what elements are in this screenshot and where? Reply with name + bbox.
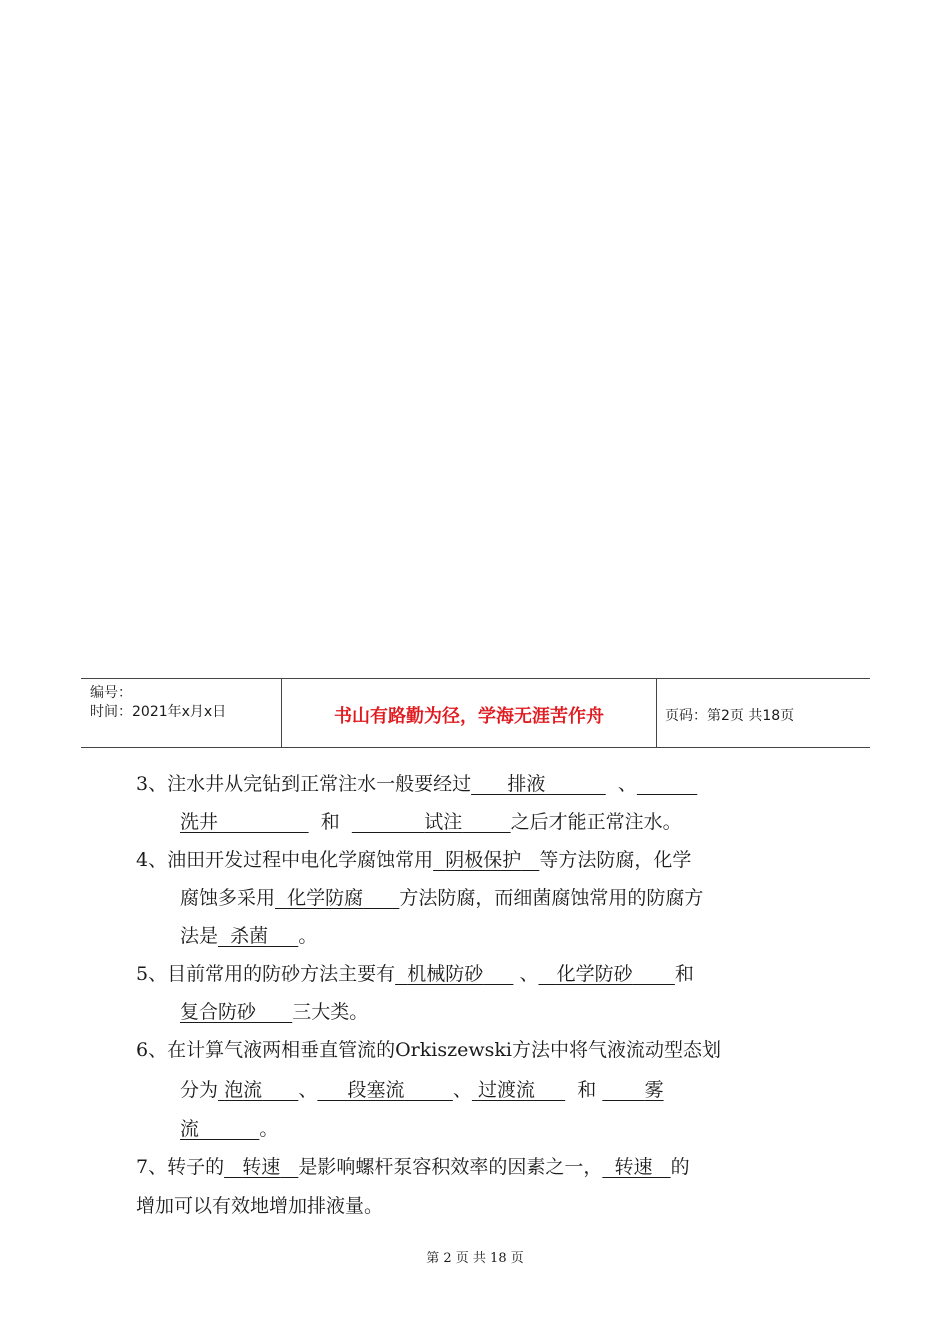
- q5-line-2: [180, 1000, 368, 1024]
- q5-answer-2: 化学防砂: [556, 963, 633, 985]
- q7-prompt: 7、转子的: [136, 1156, 225, 1178]
- q4-answer-2: 化学防腐: [287, 887, 364, 909]
- motto-text: 书山有路勤为径，学海无涯苦作舟: [334, 706, 604, 727]
- q4-line1-tail: 等方法防腐，化学: [539, 849, 692, 871]
- q7-answer-1: 转速: [242, 1156, 281, 1178]
- header-meta-cell: [81, 679, 281, 747]
- q6-answer-1: 泡流: [224, 1079, 263, 1101]
- q4-prompt: 4、油田开发过程中电化学腐蚀常用: [136, 849, 434, 871]
- q6-answer-3: 过渡流: [477, 1079, 535, 1101]
- header-motto-cell: [281, 679, 657, 747]
- q6-and: 和: [577, 1079, 597, 1101]
- q4-answer-1: 阴极保护: [445, 849, 522, 871]
- q6-line2-head: 分为: [180, 1079, 219, 1101]
- q5-separator: 、: [519, 963, 539, 985]
- document-time-label: 时间：2021年x月x日: [90, 704, 227, 720]
- q6-line-3: [180, 1117, 278, 1141]
- q6-line-1: [136, 1038, 721, 1062]
- q4-line-3: [180, 924, 317, 948]
- q4-line2-tail: 方法防腐，而细菌腐蚀常用的防腐方: [399, 887, 704, 909]
- q4-answer-3: 杀菌: [230, 925, 269, 947]
- q6-prompt: 6、在计算气液两相垂直管流的Orkiszewski方法中将气液流动型态划: [136, 1039, 721, 1061]
- q3-line-2: [180, 810, 682, 834]
- q3-tail: 之后才能正常注水。: [510, 811, 682, 833]
- q5-tail: 三大类。: [292, 1001, 369, 1023]
- q6-separator-2: 、: [452, 1079, 472, 1101]
- q7-line2: 增加可以有效地增加排液量。: [136, 1195, 384, 1217]
- q7-answer-2: 转速: [614, 1156, 653, 1178]
- q4-line3-head: 法是: [180, 925, 219, 947]
- q3-answer-1: 排液: [507, 773, 546, 795]
- header-page-cell: [656, 679, 870, 747]
- q5-line-1: [136, 962, 694, 986]
- q6-answer-4-part1: 雾: [644, 1079, 664, 1101]
- document-number-label: 编号：: [90, 685, 132, 701]
- q6-line-2: [180, 1078, 664, 1102]
- q6-answer-2: 段塞流: [347, 1079, 405, 1101]
- document-header: [81, 678, 870, 748]
- page-footer: 第 2 页 共 18 页: [426, 1251, 524, 1266]
- q3-prompt: 3、注水井从完钻到正常注水一般要经过: [136, 773, 472, 795]
- q6-tail: 。: [259, 1118, 279, 1140]
- q3-answer-2: 洗井: [180, 811, 219, 833]
- q7-line1-tail: 的: [670, 1156, 690, 1178]
- q7-line1-mid: 是影响螺杆泵容积效率的因素之一，: [298, 1156, 603, 1178]
- q3-line-1: [136, 772, 697, 796]
- page-code-label: 页码：第2页 共18页: [665, 708, 795, 724]
- q7-line-1: [136, 1155, 690, 1179]
- q4-line-1: [136, 848, 691, 872]
- q5-prompt: 5、目前常用的防砂方法主要有: [136, 963, 396, 985]
- q6-answer-4-part2: 流: [180, 1118, 200, 1140]
- q6-separator-1: 、: [298, 1079, 318, 1101]
- q5-and: 和: [674, 963, 694, 985]
- q7-line-2: [136, 1194, 383, 1218]
- q4-line3-tail: 。: [298, 925, 318, 947]
- q3-answer-3: 试注: [424, 811, 463, 833]
- q3-separator: 、: [617, 773, 637, 795]
- q4-line2-head: 腐蚀多采用: [180, 887, 276, 909]
- q5-answer-1: 机械防砂: [407, 963, 484, 985]
- q4-line-2: [180, 886, 703, 910]
- q3-and: 和: [320, 811, 340, 833]
- q5-answer-3: 复合防砂: [180, 1001, 257, 1023]
